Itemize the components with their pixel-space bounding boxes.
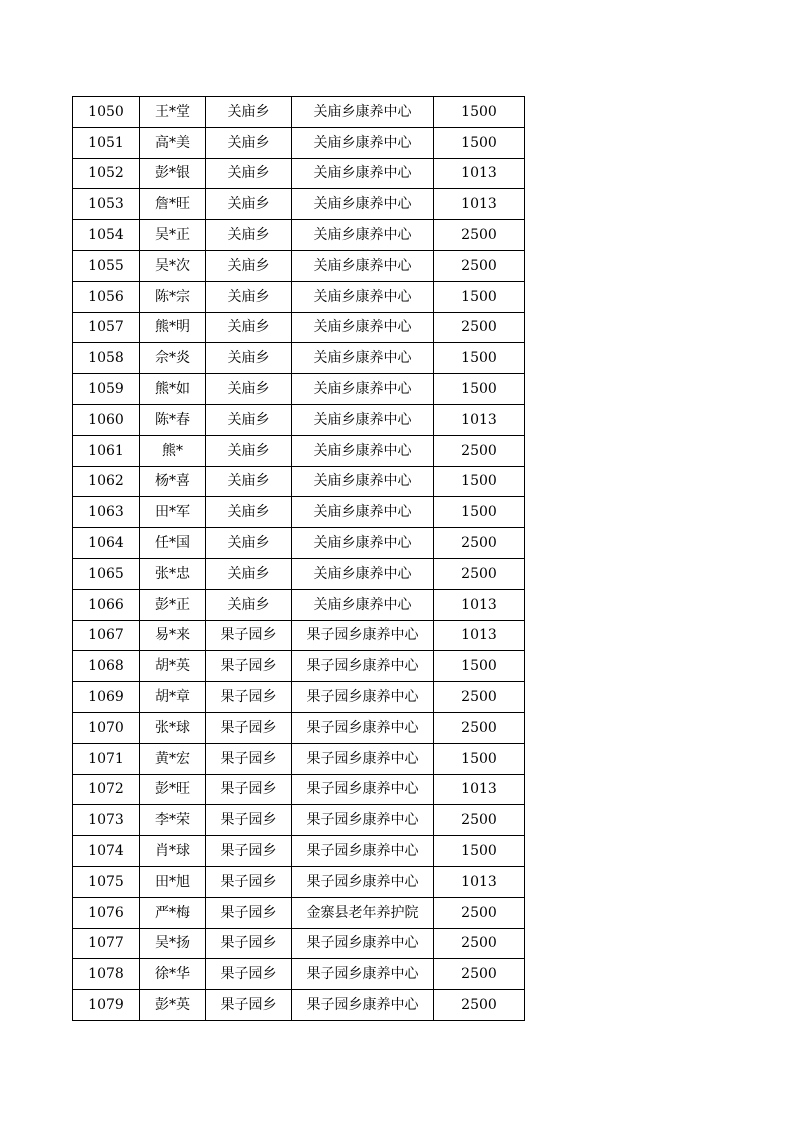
cell-name: 佘*炎 — [140, 343, 206, 374]
cell-institution: 关庙乡康养中心 — [292, 97, 434, 128]
cell-township: 关庙乡 — [206, 127, 292, 158]
cell-id: 1056 — [73, 281, 140, 312]
data-table — [72, 96, 525, 1021]
table-row — [73, 158, 525, 189]
cell-amount: 1013 — [434, 774, 525, 805]
cell-id: 1079 — [73, 990, 140, 1021]
table-row — [73, 589, 525, 620]
cell-name: 田*旭 — [140, 866, 206, 897]
table-row — [73, 189, 525, 220]
table-row — [73, 836, 525, 867]
table-row — [73, 497, 525, 528]
cell-township: 果子园乡 — [206, 712, 292, 743]
cell-institution: 关庙乡康养中心 — [292, 435, 434, 466]
cell-id: 1071 — [73, 743, 140, 774]
table-row — [73, 866, 525, 897]
table-row — [73, 374, 525, 405]
cell-institution: 关庙乡康养中心 — [292, 189, 434, 220]
cell-institution: 果子园乡康养中心 — [292, 866, 434, 897]
cell-amount: 2500 — [434, 805, 525, 836]
cell-township: 果子园乡 — [206, 774, 292, 805]
cell-id: 1062 — [73, 466, 140, 497]
cell-name: 吴*次 — [140, 250, 206, 281]
cell-township: 果子园乡 — [206, 928, 292, 959]
cell-id: 1073 — [73, 805, 140, 836]
cell-amount: 2500 — [434, 220, 525, 251]
cell-id: 1072 — [73, 774, 140, 805]
table-row — [73, 220, 525, 251]
cell-amount: 1500 — [434, 97, 525, 128]
cell-name: 彭*旺 — [140, 774, 206, 805]
cell-amount: 1500 — [434, 743, 525, 774]
cell-id: 1068 — [73, 651, 140, 682]
cell-id: 1050 — [73, 97, 140, 128]
cell-township: 果子园乡 — [206, 866, 292, 897]
table-row — [73, 990, 525, 1021]
cell-name: 张*忠 — [140, 558, 206, 589]
table-row — [73, 774, 525, 805]
table-row — [73, 127, 525, 158]
cell-amount: 2500 — [434, 897, 525, 928]
cell-amount: 2500 — [434, 990, 525, 1021]
cell-amount: 1500 — [434, 127, 525, 158]
cell-id: 1077 — [73, 928, 140, 959]
cell-amount: 2500 — [434, 712, 525, 743]
cell-institution: 关庙乡康养中心 — [292, 404, 434, 435]
cell-id: 1067 — [73, 620, 140, 651]
cell-id: 1074 — [73, 836, 140, 867]
cell-name: 徐*华 — [140, 959, 206, 990]
table-body — [73, 97, 525, 1021]
cell-id: 1070 — [73, 712, 140, 743]
cell-amount: 1013 — [434, 158, 525, 189]
cell-township: 关庙乡 — [206, 466, 292, 497]
table-row — [73, 712, 525, 743]
table-row — [73, 343, 525, 374]
cell-amount: 1013 — [434, 189, 525, 220]
cell-name: 彭*英 — [140, 990, 206, 1021]
table-row — [73, 435, 525, 466]
cell-amount: 2500 — [434, 558, 525, 589]
cell-id: 1069 — [73, 682, 140, 713]
cell-township: 果子园乡 — [206, 682, 292, 713]
cell-township: 关庙乡 — [206, 343, 292, 374]
cell-amount: 2500 — [434, 435, 525, 466]
cell-institution: 关庙乡康养中心 — [292, 220, 434, 251]
cell-id: 1052 — [73, 158, 140, 189]
cell-institution: 关庙乡康养中心 — [292, 589, 434, 620]
table-row — [73, 805, 525, 836]
cell-name: 严*梅 — [140, 897, 206, 928]
cell-township: 关庙乡 — [206, 312, 292, 343]
cell-township: 关庙乡 — [206, 189, 292, 220]
cell-institution: 关庙乡康养中心 — [292, 528, 434, 559]
table-row — [73, 897, 525, 928]
cell-township: 果子园乡 — [206, 836, 292, 867]
table-row — [73, 97, 525, 128]
cell-institution: 关庙乡康养中心 — [292, 281, 434, 312]
cell-institution: 关庙乡康养中心 — [292, 158, 434, 189]
table-row — [73, 281, 525, 312]
cell-township: 关庙乡 — [206, 404, 292, 435]
cell-amount: 2500 — [434, 682, 525, 713]
cell-name: 陈*春 — [140, 404, 206, 435]
cell-institution: 果子园乡康养中心 — [292, 805, 434, 836]
cell-institution: 果子园乡康养中心 — [292, 743, 434, 774]
cell-amount: 1500 — [434, 836, 525, 867]
cell-name: 熊*明 — [140, 312, 206, 343]
cell-institution: 果子园乡康养中心 — [292, 990, 434, 1021]
table-row — [73, 959, 525, 990]
cell-name: 詹*旺 — [140, 189, 206, 220]
cell-id: 1051 — [73, 127, 140, 158]
cell-name: 杨*喜 — [140, 466, 206, 497]
table-row — [73, 466, 525, 497]
cell-id: 1057 — [73, 312, 140, 343]
cell-township: 关庙乡 — [206, 558, 292, 589]
cell-amount: 2500 — [434, 312, 525, 343]
cell-township: 果子园乡 — [206, 651, 292, 682]
cell-id: 1055 — [73, 250, 140, 281]
cell-id: 1054 — [73, 220, 140, 251]
cell-id: 1063 — [73, 497, 140, 528]
cell-name: 胡*英 — [140, 651, 206, 682]
cell-institution: 果子园乡康养中心 — [292, 959, 434, 990]
cell-township: 关庙乡 — [206, 435, 292, 466]
cell-township: 关庙乡 — [206, 250, 292, 281]
cell-township: 果子园乡 — [206, 959, 292, 990]
cell-name: 任*国 — [140, 528, 206, 559]
cell-name: 彭*银 — [140, 158, 206, 189]
cell-id: 1060 — [73, 404, 140, 435]
cell-amount: 1500 — [434, 343, 525, 374]
cell-amount: 1013 — [434, 589, 525, 620]
cell-institution: 关庙乡康养中心 — [292, 558, 434, 589]
cell-institution: 果子园乡康养中心 — [292, 682, 434, 713]
cell-name: 张*球 — [140, 712, 206, 743]
cell-id: 1061 — [73, 435, 140, 466]
cell-name: 易*来 — [140, 620, 206, 651]
cell-name: 肖*球 — [140, 836, 206, 867]
cell-township: 果子园乡 — [206, 620, 292, 651]
cell-name: 黄*宏 — [140, 743, 206, 774]
table-row — [73, 250, 525, 281]
cell-name: 熊* — [140, 435, 206, 466]
cell-id: 1075 — [73, 866, 140, 897]
table-row — [73, 651, 525, 682]
cell-township: 果子园乡 — [206, 743, 292, 774]
cell-township: 关庙乡 — [206, 589, 292, 620]
table-row — [73, 558, 525, 589]
cell-amount: 1013 — [434, 620, 525, 651]
cell-name: 吴*扬 — [140, 928, 206, 959]
cell-amount: 2500 — [434, 928, 525, 959]
cell-institution: 关庙乡康养中心 — [292, 250, 434, 281]
cell-id: 1058 — [73, 343, 140, 374]
cell-township: 果子园乡 — [206, 805, 292, 836]
cell-township: 果子园乡 — [206, 990, 292, 1021]
table-row — [73, 404, 525, 435]
cell-id: 1064 — [73, 528, 140, 559]
cell-township: 关庙乡 — [206, 281, 292, 312]
cell-institution: 关庙乡康养中心 — [292, 374, 434, 405]
cell-id: 1076 — [73, 897, 140, 928]
cell-name: 高*美 — [140, 127, 206, 158]
cell-id: 1053 — [73, 189, 140, 220]
cell-name: 吴*正 — [140, 220, 206, 251]
table-row — [73, 312, 525, 343]
cell-id: 1066 — [73, 589, 140, 620]
cell-amount: 1013 — [434, 404, 525, 435]
cell-institution: 关庙乡康养中心 — [292, 343, 434, 374]
cell-id: 1065 — [73, 558, 140, 589]
cell-name: 胡*章 — [140, 682, 206, 713]
table-row — [73, 682, 525, 713]
cell-township: 关庙乡 — [206, 528, 292, 559]
cell-amount: 2500 — [434, 250, 525, 281]
cell-name: 熊*如 — [140, 374, 206, 405]
cell-township: 关庙乡 — [206, 220, 292, 251]
cell-id: 1059 — [73, 374, 140, 405]
cell-township: 关庙乡 — [206, 97, 292, 128]
cell-amount: 1500 — [434, 651, 525, 682]
cell-township: 关庙乡 — [206, 497, 292, 528]
cell-institution: 关庙乡康养中心 — [292, 312, 434, 343]
cell-amount: 2500 — [434, 528, 525, 559]
cell-amount: 1500 — [434, 281, 525, 312]
cell-name: 王*堂 — [140, 97, 206, 128]
cell-amount: 1500 — [434, 466, 525, 497]
cell-institution: 金寨县老年养护院 — [292, 897, 434, 928]
cell-institution: 果子园乡康养中心 — [292, 836, 434, 867]
cell-institution: 果子园乡康养中心 — [292, 712, 434, 743]
cell-institution: 果子园乡康养中心 — [292, 651, 434, 682]
cell-amount: 2500 — [434, 959, 525, 990]
cell-amount: 1500 — [434, 374, 525, 405]
cell-amount: 1013 — [434, 866, 525, 897]
cell-institution: 果子园乡康养中心 — [292, 620, 434, 651]
cell-township: 果子园乡 — [206, 897, 292, 928]
table-row — [73, 743, 525, 774]
cell-township: 关庙乡 — [206, 374, 292, 405]
cell-institution: 关庙乡康养中心 — [292, 127, 434, 158]
cell-name: 陈*宗 — [140, 281, 206, 312]
cell-institution: 果子园乡康养中心 — [292, 774, 434, 805]
cell-name: 李*荣 — [140, 805, 206, 836]
cell-institution: 关庙乡康养中心 — [292, 497, 434, 528]
cell-amount: 1500 — [434, 497, 525, 528]
cell-institution: 果子园乡康养中心 — [292, 928, 434, 959]
cell-institution: 关庙乡康养中心 — [292, 466, 434, 497]
table-row — [73, 928, 525, 959]
cell-township: 关庙乡 — [206, 158, 292, 189]
table-row — [73, 528, 525, 559]
cell-id: 1078 — [73, 959, 140, 990]
cell-name: 田*军 — [140, 497, 206, 528]
table-row — [73, 620, 525, 651]
cell-name: 彭*正 — [140, 589, 206, 620]
